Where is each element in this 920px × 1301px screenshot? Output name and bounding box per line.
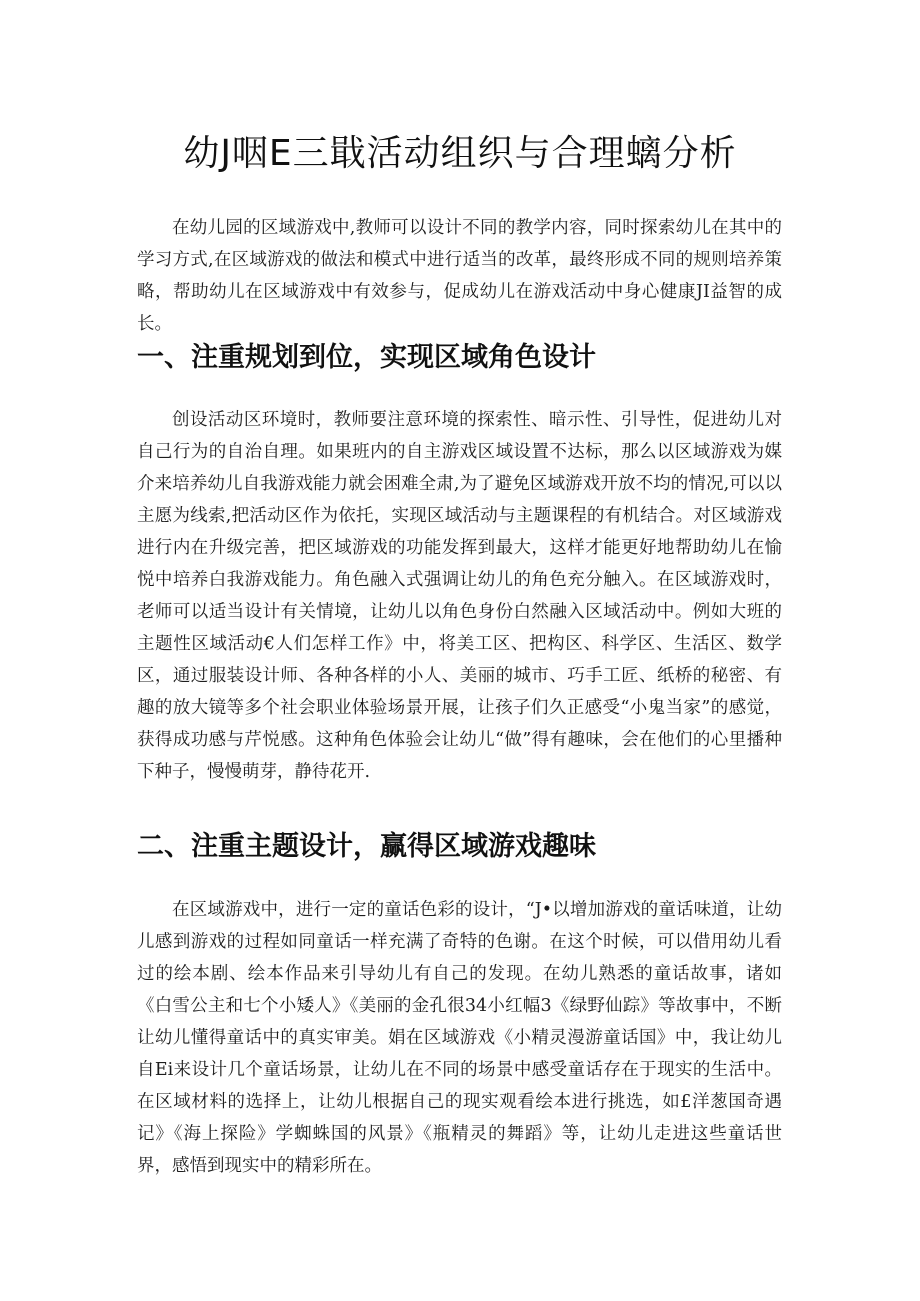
intro-paragraph: 在幼儿园的区域游戏中,教师可以设计不同的教学内容，同时探索幼儿在其中的学习方式,在区域游戏的做法和模式中进行适当的改革，最终形成不同的规则培养策略，帮助幼儿在区域游戏中有效参与，促成幼儿在游戏活动中身心健康JI益智的成长。 <box>137 218 782 334</box>
document-title: 幼J咽E三戢活动组织与合理螭分析 <box>183 133 737 174</box>
section-body-1: 创设活动区环境时，教师要注意环境的探索性、暗示性、引导性，促进幼儿对自己行为的自治自理。如果班内的自主游戏区域设置不达标，那么以区域游戏为媒介来培养幼儿自我游戏能力就会困难全肃,为了避免区域游戏开放不均的情况,可以以主愿为线索,把活动区作为依托，实现区域活动与主题课程的有机结合。对区域游戏进行内在升级完善，把区域游戏的功能发挥到最大，这样才能更好地帮助幼儿在愉悦中培养白我游戏能力。角色融入式强调让幼儿的角色充分触入。在区域游戏时，老师可以适当设计有关情境，让幼儿以角色身份白然融入区域活动中。例如大班的主题性区域活动€人们怎样工作》中，将美工区、把构区、科学区、生活区、数学区，通过服装设计师、各种各样的小人、美丽的城市、巧手工匠、纸桥的秘密、有趣的放大镜等多个社会职业体验场景开展，让孩子们久正感受“小鬼当家”的感觉，获得成功感与芹悦感。这种角色体验会让幼儿“做”得有趣味，会在他们的心里播种下种子，慢慢萌芽，静待花开. <box>137 410 782 782</box>
section-heading-1: 一、注重规划到位，实现区域角色设计 <box>137 342 596 373</box>
section-body-2: 在区域游戏中，进行一定的童话色彩的设计，“J•以增加游戏的童话味道，让幼儿感到游戏的过程如同童话一样充满了奇特的色谢。在这个时候，可以借用幼儿看过的绘本剧、绘本作品来引导幼儿有自己的发现。在幼儿熟悉的童话故事，诸如《白雪公主和七个小矮人》《美丽的金孔很34小红幅3《绿野仙踪》等故事中，不断让幼儿懂得童话中的真实审美。娟在区域游戏《小精灵漫游童话国》中，我让幼儿自Ei来设计几个童话场景，让幼儿在不同的场景中感受童话存在于现实的生活中。在区域材料的选择上，让幼儿根据自己的现实观看绘本进行挑选，如£洋葱国奇遇记》《海上探险》学蜘蛛国的风景》《瓶精灵的舞蹈》等，让幼儿走进这些童话世界，感悟到现实中的精彩所在。 <box>137 900 782 1176</box>
section-heading-2: 二、注重主题设计，赢得区域游戏趣味 <box>137 831 596 862</box>
